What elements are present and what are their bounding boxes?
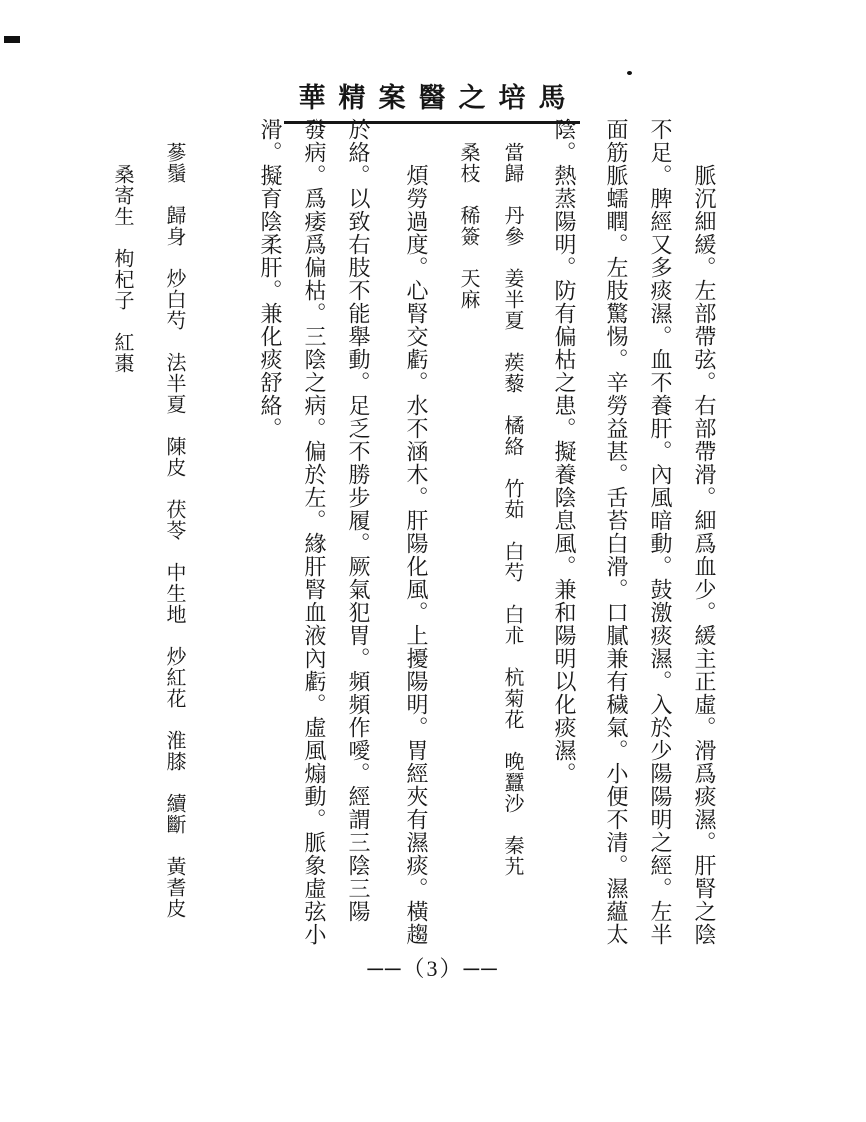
- text-column: 於絡。以致右肢不能舉動。足乏不勝步履。厥氣犯胃。頻頻作噯。經謂三陰三陽: [346, 118, 371, 923]
- body-text: [100, 118, 726, 960]
- scan-artifact-dot: [627, 71, 632, 75]
- text-column: 煩勞過度。心腎交虧。水不涵木。肝陽化風。上擾陽明。胃經夾有濕痰。橫趨: [404, 164, 429, 946]
- page-header: [284, 76, 580, 124]
- page-title: 華精案醫之培馬: [298, 83, 579, 113]
- text-column: 不足。脾經又多痰濕。血不養肝。內風暗動。鼓激痰濕。入於少陽陽明之經。左半: [648, 118, 673, 946]
- scan-artifact-mark: [4, 36, 20, 43]
- text-column: 脈沉細緩。左部帶弦。右部帶滑。細爲血少。緩主正虛。滑爲痰濕。肝腎之陰: [692, 164, 717, 946]
- herb-list-column: 桑寄生 枸杞子 紅棗: [111, 164, 133, 374]
- footer-page-number: ──（3）──: [367, 956, 499, 981]
- herb-list-column: 蔘鬚 歸身 炒白芍 法半夏 陳皮 茯苓 中生地 炒紅花 淮膝 續斷 黃耆皮: [163, 142, 185, 919]
- text-column: 滑。擬育陰柔肝。兼化痰舒絡。: [258, 118, 283, 440]
- text-column: 發病。爲痿爲偏枯。三陰之病。偏於左。緣肝腎血液內虧。虛風煽動。脈象虛弦小: [302, 118, 327, 946]
- text-column: 面筋脈蠕瞤。左肢驚惕。辛勞益甚。舌苔白滑。口膩兼有穢氣。小便不清。濕蘊太: [604, 118, 629, 946]
- herb-list-column: 當歸 丹參 姜半夏 蒺藜 橘絡 竹茹 白芍 白朮 杭菊花 晚蠶沙 秦艽: [501, 142, 523, 877]
- text-column: 陰。熱蒸陽明。防有偏枯之患。擬養陰息風。兼和陽明以化痰濕。: [552, 118, 577, 785]
- herb-list-column: 桑枝 稀簽 天麻: [457, 142, 479, 310]
